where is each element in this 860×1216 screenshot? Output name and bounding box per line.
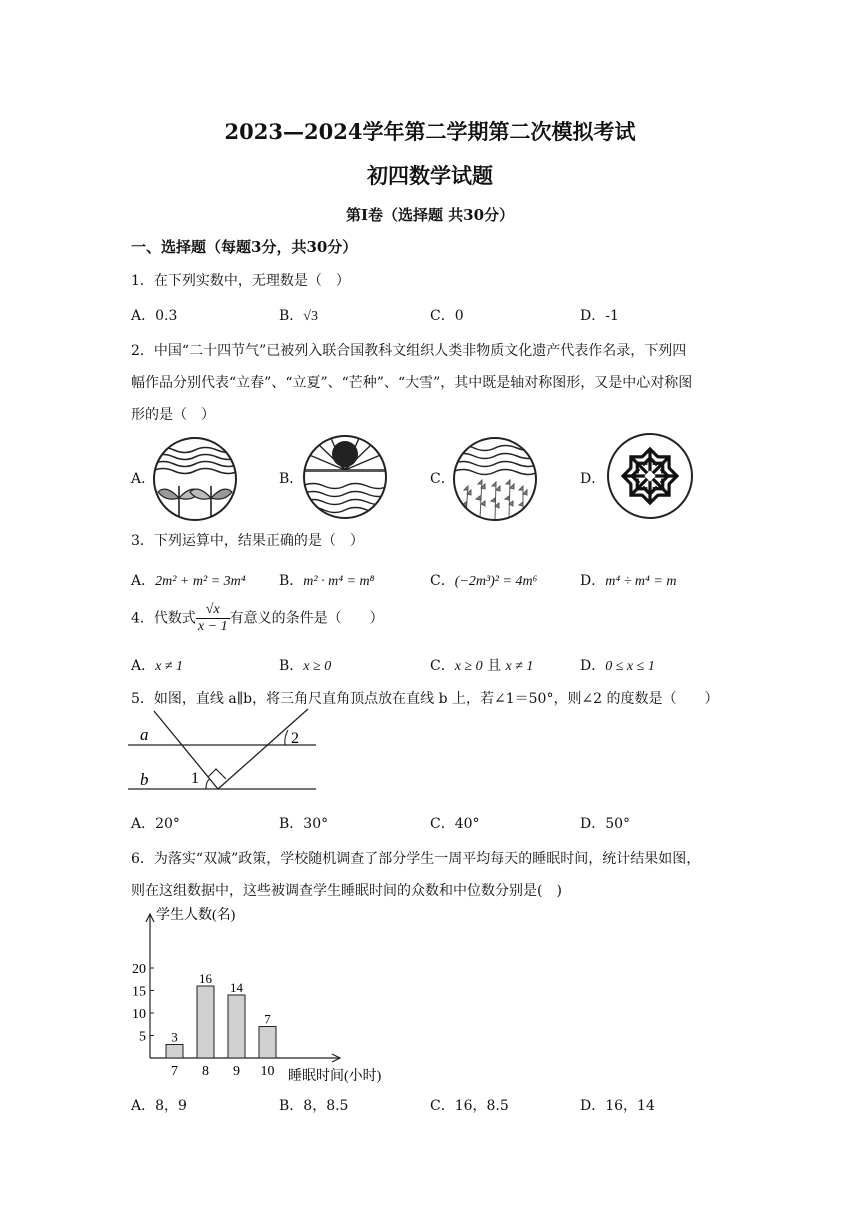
right-angle-mark [208,769,226,779]
triangle-leg-right [218,709,308,789]
solar-term-mangzhong-figure [452,436,538,522]
label-angle-1: 1 [191,770,199,787]
chart-y-axis-label: 学生人数(名) [156,908,236,923]
q6-option-d: D．16，14 [580,1098,655,1114]
label-b: b [140,770,149,789]
angle-1-arc [206,779,210,789]
chart-x-tick-label: 7 [171,1064,178,1079]
chart-y-tick-label: 20 [132,962,146,977]
q5-option-b: B．30° [279,816,329,832]
q3-stem: 3．下列运算中，结果正确的是（ ） [131,533,364,549]
page-subtitle: 初四数学试题 [367,163,493,188]
label-a: a [140,725,149,744]
label-angle-2: 2 [291,730,299,747]
chart-x-tick-label: 8 [202,1064,209,1079]
chart-y-tick-label: 5 [139,1029,146,1045]
chart-bar [259,1027,276,1059]
chart-data-label: 3 [171,1029,178,1045]
q5-option-d: D．50° [580,816,631,832]
q5-option-a: A．20° [131,816,180,832]
q2-option-a: A． [131,471,156,487]
solar-term-daxue-figure [606,432,694,520]
q4-option-c: C．x ≥ 0 且 x ≠ 1 [430,658,534,674]
q1-option-d: D．-1 [580,308,619,324]
q3-option-d: D．m⁴ ÷ m⁴ = m [580,573,677,589]
chart-x-tick-label: 10 [260,1064,275,1079]
chart-data-label: 16 [199,971,212,986]
q1-option-b: B．√3 [279,308,318,324]
q3-option-a: A．2m² + m² = 3m⁴ [131,573,246,589]
chart-bar [166,1045,183,1059]
volume-heading: 第Ⅰ卷（选择题 共30分） [345,206,515,224]
q4-fraction: $\frac{√x}{x - 1}$ [197,602,228,634]
q2-option-c: C． [430,471,455,487]
section-heading: 一、选择题（每题3分，共30分） [131,238,358,256]
q2-line3: 形的是（ ） [131,407,215,423]
sleep-time-bar-chart [128,900,408,1090]
chart-bar [228,995,245,1058]
q2-option-b: B． [279,471,304,487]
q3-option-b: B．m² · m⁴ = m⁸ [279,573,375,589]
q6-option-c: C．16，8.5 [430,1098,509,1114]
q1-stem: 1．在下列实数中，无理数是（ ） [131,273,350,289]
chart-x-axis-label: 睡眠时间(小时) [288,1069,382,1084]
q6-line1: 6．为落实“双减”政策，学校随机调查了部分学生一周平均每天的睡眠时间，统计结果如图， [131,851,701,867]
page-title: 2023—2024学年第二学期第二次模拟考试 [224,119,636,144]
q6-option-a: A．8，9 [131,1098,187,1114]
q5-option-c: C．40° [430,816,480,832]
q2-option-d: D． [580,471,606,487]
q4-option-a: A．x ≠ 1 [131,658,184,674]
chart-bar [197,986,214,1058]
q4-option-d: D．0 ≤ x ≤ 1 [580,658,655,674]
solar-term-lixia-figure [302,434,388,520]
chart-bars [166,971,276,1079]
q4-option-b: B．x ≥ 0 [279,658,332,674]
chart-data-label: 7 [264,1011,271,1027]
chart-y-tick-label: 10 [132,1007,146,1022]
chart-y-tick-label: 15 [132,984,146,1000]
q4-stem: 4．代数式 $\frac{√x}{x - 1}$ 有意义的条件是（ ） [131,602,384,634]
q2-line1: 2．中国“二十四节气”已被列入联合国教科文组织人类非物质文化遗产代表作名录，下列四 [131,343,687,359]
chart-x-tick-label: 9 [233,1064,240,1079]
q1-option-c: C．0 [430,308,464,324]
q6-option-b: B．8，8.5 [279,1098,349,1114]
q1-option-a: A．0.3 [131,308,178,324]
q2-line2: 幅作品分别代表“立春”、“立夏”、“芒种”、“大雪”，其中既是轴对称图形，又是中心对称图 [131,375,693,391]
q6-line2: 则在这组数据中，这些被调查学生睡眠时间的众数和中位数分别是( ) [131,883,562,899]
angle-2-arc [285,730,288,745]
q3-option-c: C．(−2m³)² = 4m⁶ [430,573,538,589]
chart-data-label: 14 [230,980,243,995]
solar-term-lichun-figure [152,436,238,522]
q5-parallel-lines-figure [128,706,328,796]
q5-stem: 5．如图，直线 a∥b，将三角尺直角顶点放在直线 b 上，若∠1＝50°，则∠2 的度数是（ ） [131,691,719,707]
